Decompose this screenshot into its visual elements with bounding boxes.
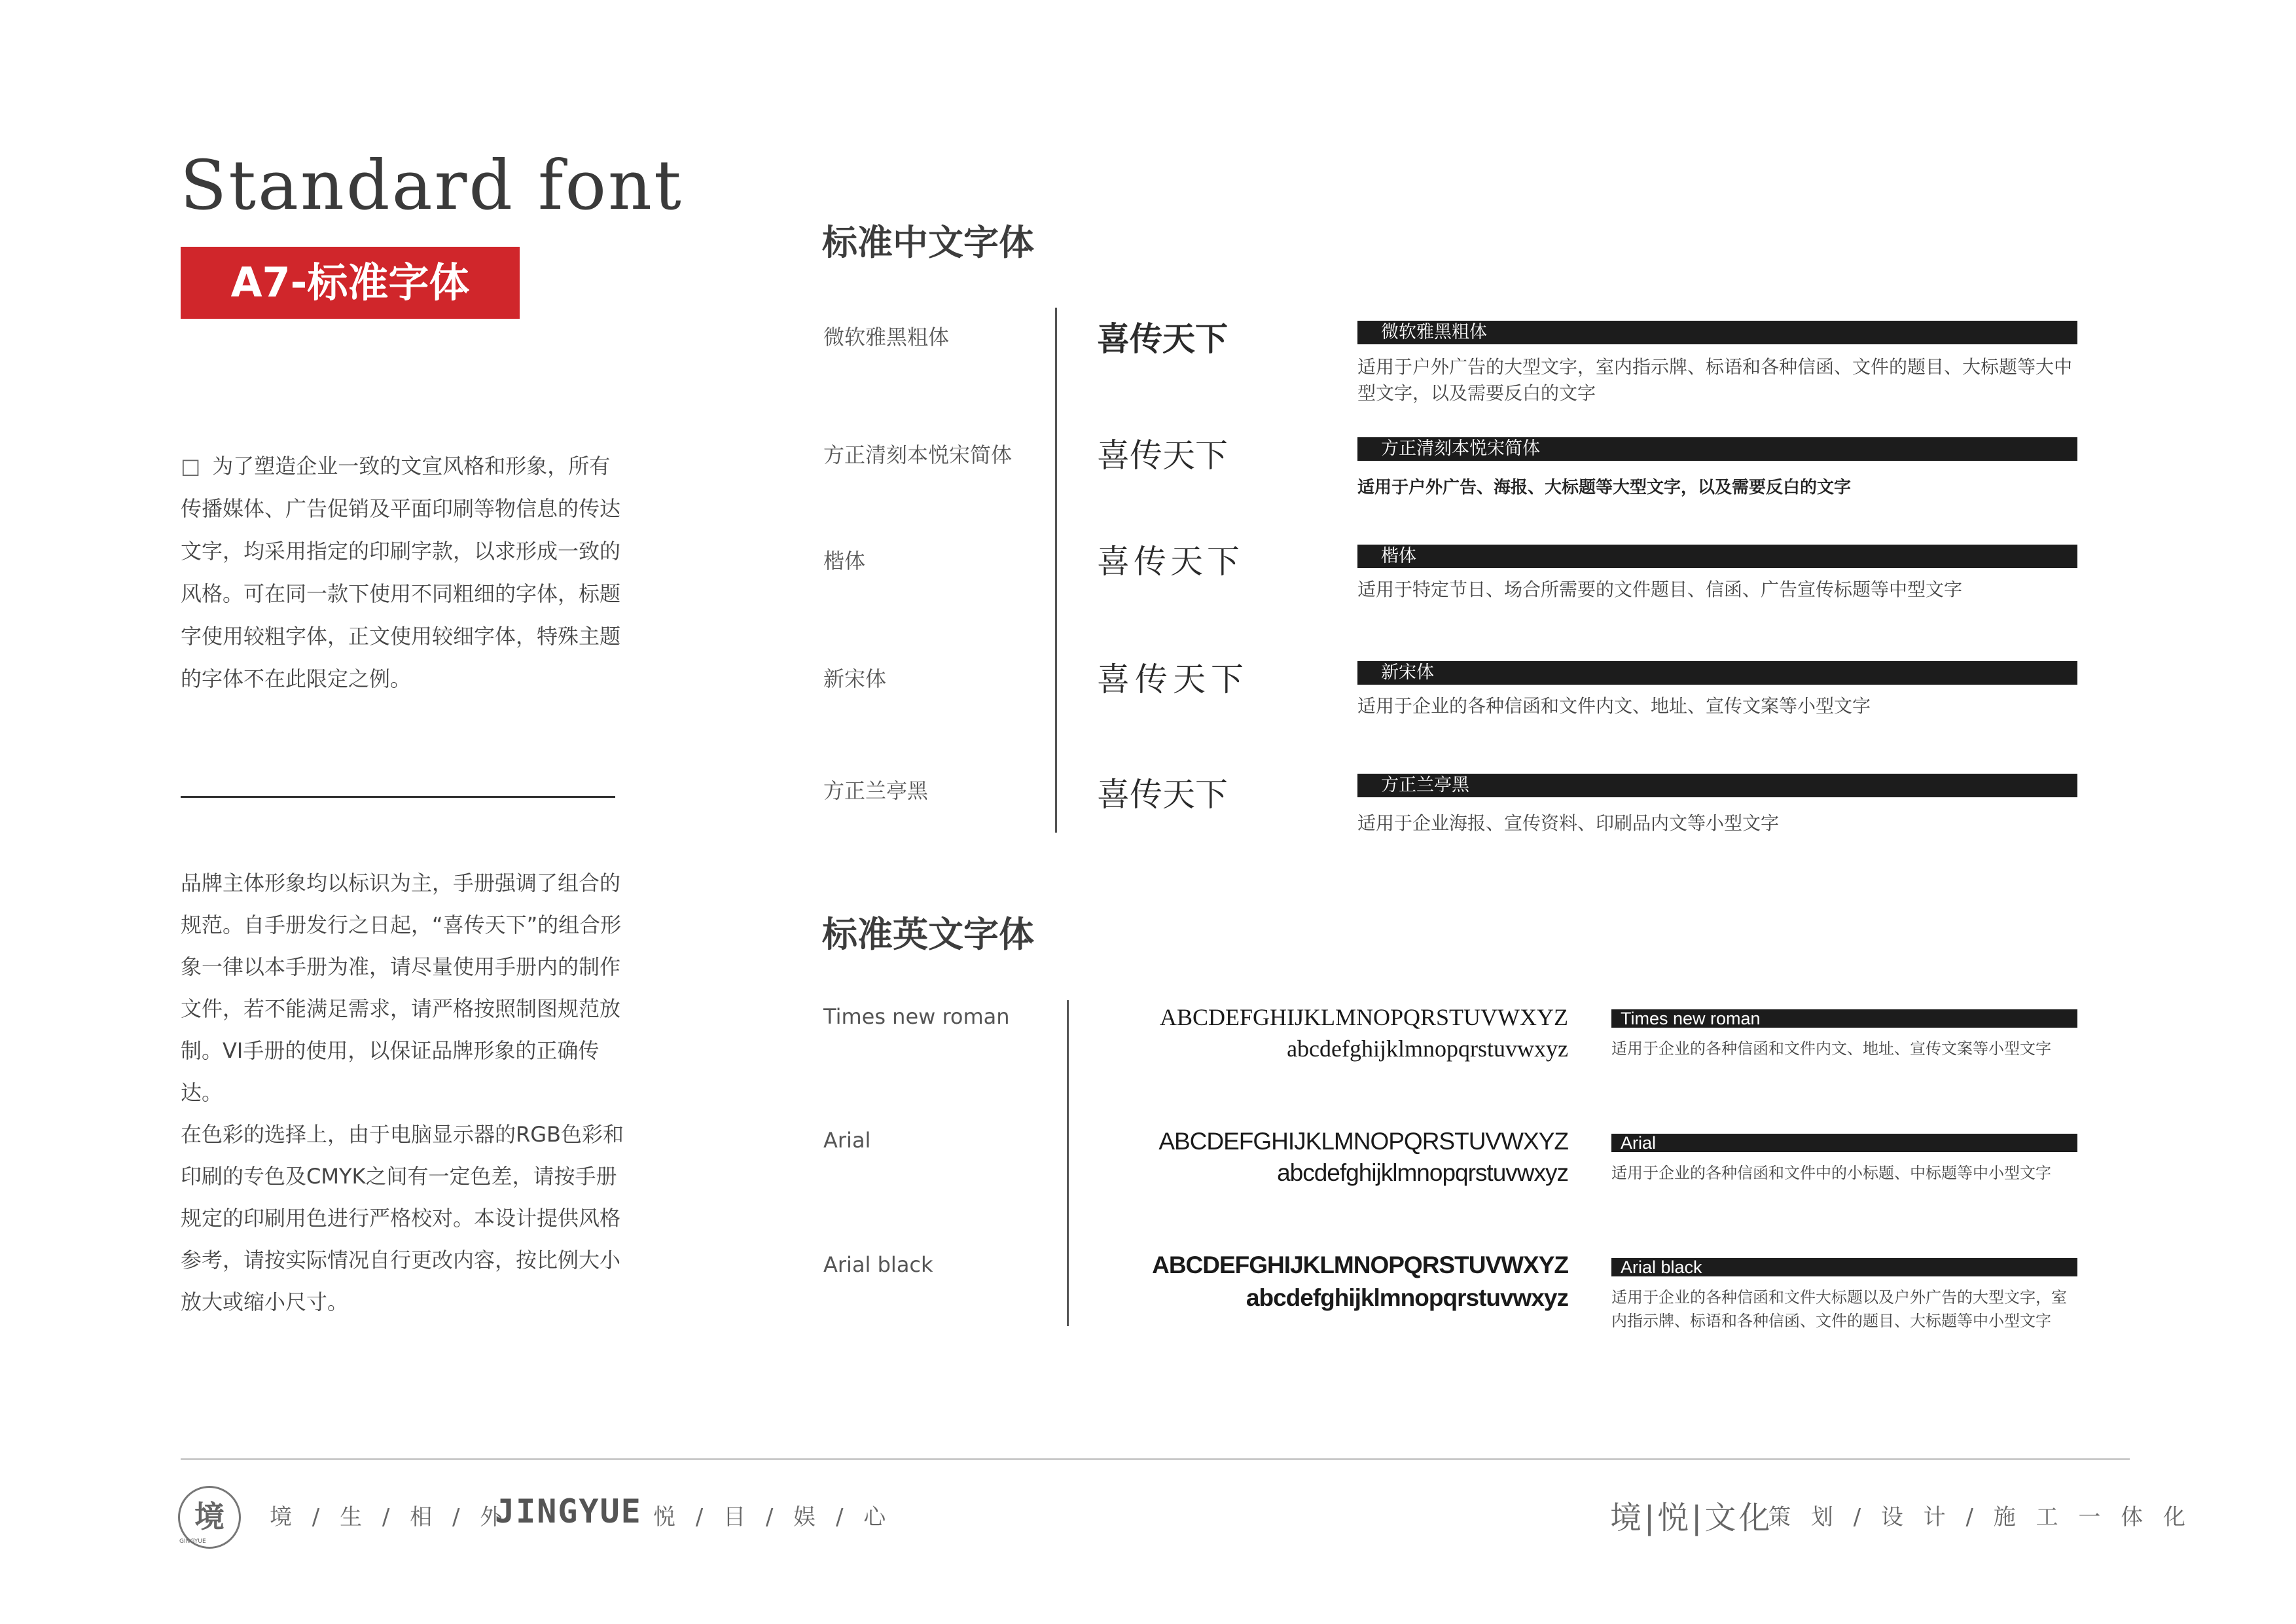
font-name-kaiti: 楷体 [823,549,866,573]
tag-xinsong: 新宋体 [1357,661,2077,685]
tag-yuesong: 方正清刻本悦宋简体 [1357,437,2077,461]
sample-yahei: 喜传天下 [1097,320,1228,358]
usage-kaiti: 适用于特定节日、场合所需要的文件题目、信函、广告宣传标题等中型文字 [1357,579,1963,600]
tag-lanting: 方正兰亭黑 [1357,774,2077,797]
usage-arial-black: 适用于企业的各种信函和文件大标题以及户外广告的大型文字，室内指示牌、标语和各种信函、文件的题目、大标题等中小型文字 [1611,1288,2067,1330]
sample-xinsong: 喜传天下 [1097,660,1249,698]
sample-times [1160,1001,1568,1064]
footer-divider [181,1458,2130,1460]
tag-yahei: 微软雅黑粗体 [1357,321,2077,344]
logo-char: 境 [194,1499,224,1534]
font-name-arial-black: Arial black [823,1252,933,1277]
intro-paragraph [181,445,626,700]
sample-yuesong: 喜传天下 [1097,437,1228,475]
footer-cn-brand: 境|悦|文化 [1610,1500,1773,1536]
tag-times: Times new roman [1611,1009,2077,1028]
usage-xinsong: 适用于企业的各种信函和文件内文、地址、宣传文案等小型文字 [1357,695,1871,717]
sample-arial-black [1152,1249,1568,1314]
sample-arial-black-upper: ABCDEFGHIJKLMNOPQRSTUVWXYZ [1152,1252,1568,1278]
left-divider [181,796,615,798]
sample-lanting: 喜传天下 [1097,776,1228,814]
usage-lanting: 适用于企业海报、宣传资料、印刷品内文等小型文字 [1357,812,1780,834]
brand-description [181,862,626,1323]
sample-arial-black-lower: abcdefghijklmnopqrstuvwxyz [1246,1284,1568,1311]
sample-times-lower: abcdefghijklmnopqrstuvwxyz [1287,1036,1568,1062]
sample-arial-lower: abcdefghijklmnopqrstuvwxyz [1277,1159,1568,1186]
font-name-yuesong: 方正清刻本悦宋简体 [823,442,1013,467]
english-fonts-rule [1067,1000,1069,1326]
section-badge: A7-标准字体 [181,247,520,319]
sample-kaiti: 喜传天下 [1097,543,1244,581]
footer-slogan-left: 境 / 生 / 相 / 外 [270,1504,509,1530]
usage-yahei: 适用于户外广告的大型文字，室内指示牌、标语和各种信函、文件的题目、大标题等大中型文字，以及需要反白的文字 [1357,356,2073,404]
page-title: Standard font [180,145,683,225]
usage-yuesong: 适用于户外广告、海报、大标题等大型文字，以及需要反白的文字 [1357,478,1852,497]
chinese-fonts-rule [1055,308,1057,833]
brand-paragraph-2: 在色彩的选择上，由于电脑显示器的RGB色彩和印刷的专色及CMYK之间有一定色差，请按手册规定的印刷用色进行严格校对。本设计提供风格参考，请按实际情况自行更改内容，按比例大小放大或缩小尺寸。 [181,1122,624,1314]
brand-paragraph-1: 品牌主体形象均以标识为主，手册强调了组合的规范。自手册发行之日起，“喜传天下”的组合形象一律以本手册为准，请尽量使用手册内的制作文件，若不能满足需求，请严格按照制图规范放制。VI手册的使用，以保证品牌形象的正确传达。 [181,871,622,1105]
footer-brand-name: JINGYUE [495,1492,642,1530]
sample-arial [1158,1126,1568,1189]
tag-arial: Arial [1611,1134,2077,1152]
font-name-lanting: 方正兰亭黑 [823,778,929,803]
intro-text: 为了塑造企业一致的文宣风格和形象，所有传播媒体、广告促销及平面印刷等物信息的传达文字，均采用指定的印刷字款，以求形成一致的风格。可在同一款下使用不同粗细的字体，标题字使用较粗字体，正文使用较细字体，特殊主题的字体不在此限定之例。 [181,454,621,691]
logo-subtext: GINGYUE [179,1538,206,1545]
sample-times-upper: ABCDEFGHIJKLMNOPQRSTUVWXYZ [1159,1004,1568,1030]
usage-times: 适用于企业的各种信函和文件内文、地址、宣传文案等小型文字 [1611,1039,2051,1058]
sample-arial-upper: ABCDEFGHIJKLMNOPQRSTUVWXYZ [1158,1128,1568,1155]
font-name-xinsong: 新宋体 [823,666,887,691]
tag-arial-black: Arial black [1611,1258,2077,1276]
footer-slogan-mid: 悦 / 目 / 娱 / 心 [653,1504,893,1530]
font-name-arial: Arial [823,1128,871,1153]
usage-arial: 适用于企业的各种信函和文件中的小标题、中标题等中小型文字 [1611,1164,2051,1182]
footer-slogan-right: 策 划 / 设 计 / 施 工 一 体 化 [1768,1504,2192,1530]
square-bullet-icon: □ [181,454,201,478]
font-name-times: Times new roman [823,1004,1010,1029]
font-name-yahei: 微软雅黑粗体 [823,325,950,350]
english-fonts-heading: 标准英文字体 [822,914,1034,955]
chinese-fonts-heading: 标准中文字体 [822,222,1034,263]
tag-kaiti: 楷体 [1357,545,2077,568]
